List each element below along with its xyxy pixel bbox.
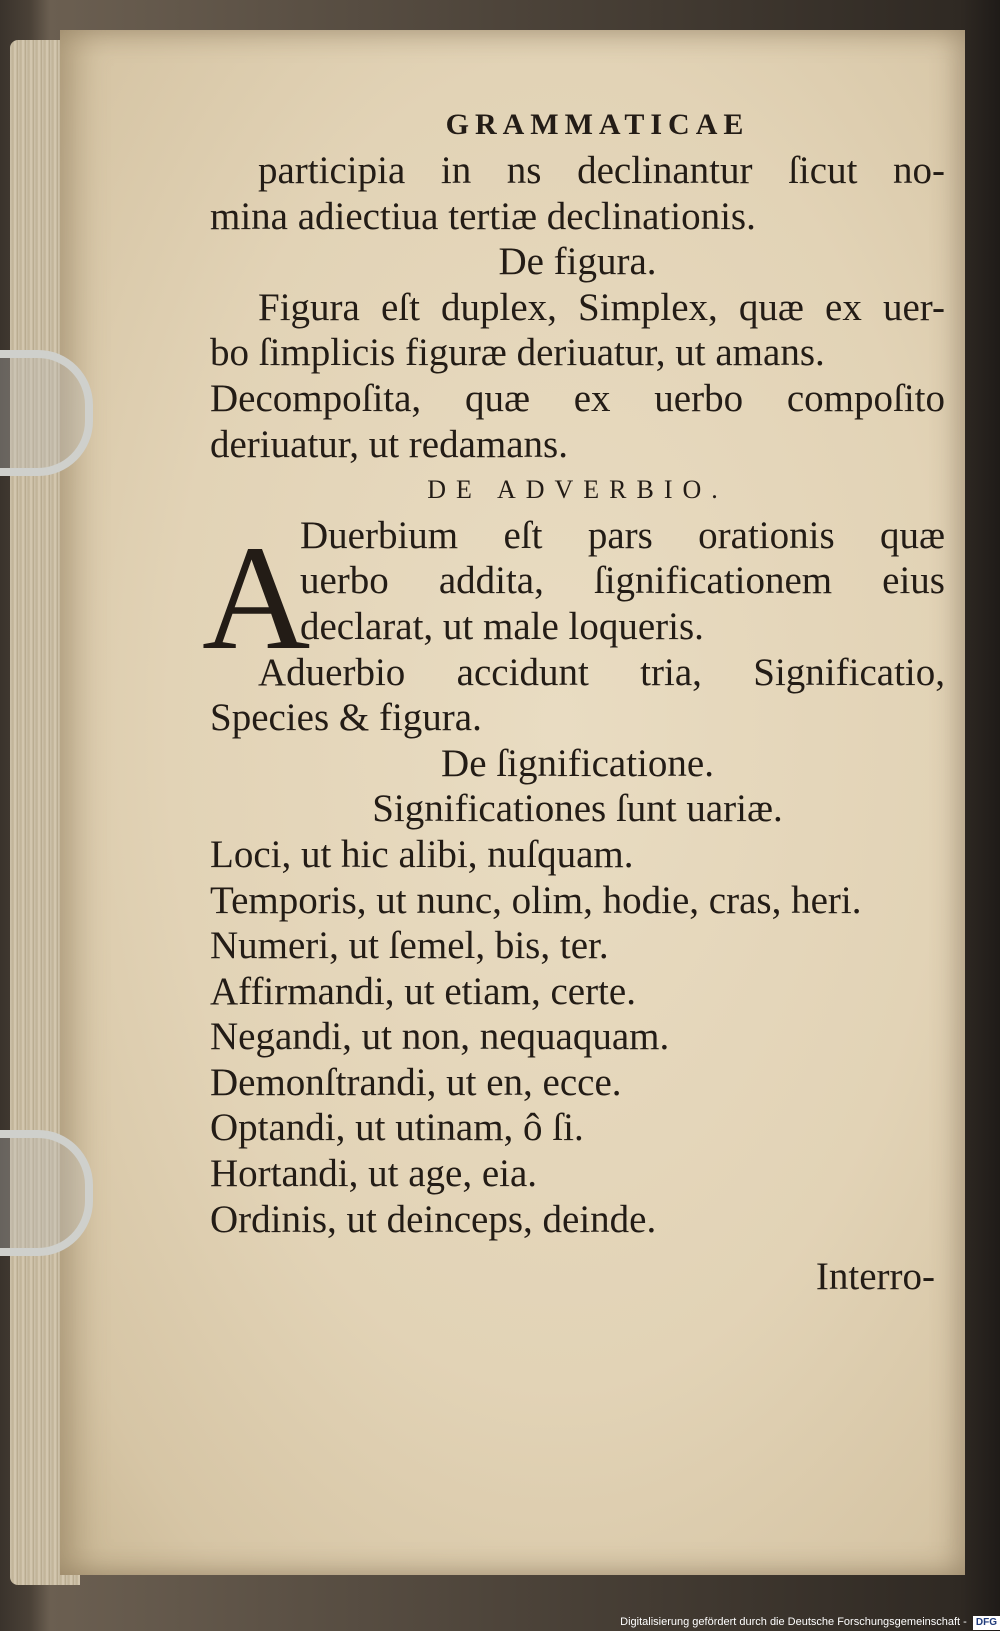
list-item: Negandi, ut non, nequaquam.	[210, 1015, 670, 1059]
digitization-footer	[580, 1613, 1000, 1631]
text-line: declarat, ut male loqueris.	[300, 604, 704, 648]
catchword: Interro-	[815, 1255, 935, 1299]
text-line: Significationes ſunt uariæ.	[372, 787, 783, 831]
list-item: Ordinis, ut deinceps, deinde.	[210, 1197, 657, 1241]
text-line: bo ſimplicis figuræ deriuatur, ut amans.	[210, 331, 825, 375]
text-line: mina adiectiua tertiæ declinationis.	[210, 194, 756, 238]
page-clip-bottom	[0, 1130, 93, 1256]
text-line: Aduerbio accidunt tria, Significatio,	[258, 650, 945, 694]
list-item: Numeri, ut ſemel, bis, ter.	[210, 924, 609, 968]
list-item: Temporis, ut nunc, olim, hodie, cras, heri.	[210, 878, 862, 922]
text-line: Decompoſita, quæ ex uerbo compoſito	[210, 376, 945, 420]
text-line: Species & figura.	[210, 696, 482, 740]
page-text	[202, 108, 945, 1300]
dfg-logo: DFG	[973, 1616, 1000, 1630]
list-item: Demonſtrandi, ut en, ecce.	[210, 1060, 622, 1104]
footer-text: Digitalisierung gefördert durch die Deutsche Forschungsgemeinschaft -	[620, 1616, 967, 1628]
list-item: Optandi, ut utinam, ô ſi.	[210, 1106, 584, 1150]
text-line: uerbo addita, ſignificationem eius	[300, 559, 945, 603]
list-item: Hortandi, ut age, eia.	[210, 1152, 538, 1196]
list-item: Affirmandi, ut etiam, certe.	[210, 969, 636, 1013]
drop-initial: A	[202, 514, 311, 681]
text-line: Duerbium eſt pars orationis quæ	[300, 513, 945, 557]
section-title: DE ADVERBIO.	[427, 475, 728, 505]
subheading: De ſignificatione.	[441, 741, 714, 785]
text-line: Figura eſt duplex, Simplex, quæ ex uer-	[258, 285, 945, 329]
text-line: deriuatur, ut redamans.	[210, 422, 568, 466]
page-clip-top	[0, 350, 93, 476]
subheading: De figura.	[498, 240, 657, 284]
list-item: Loci, ut hic alibi, nuſquam.	[210, 832, 634, 876]
text-line: participia in ns declinantur ſicut no-	[258, 149, 945, 192]
running-head: GRAMMATICAE	[445, 108, 750, 141]
